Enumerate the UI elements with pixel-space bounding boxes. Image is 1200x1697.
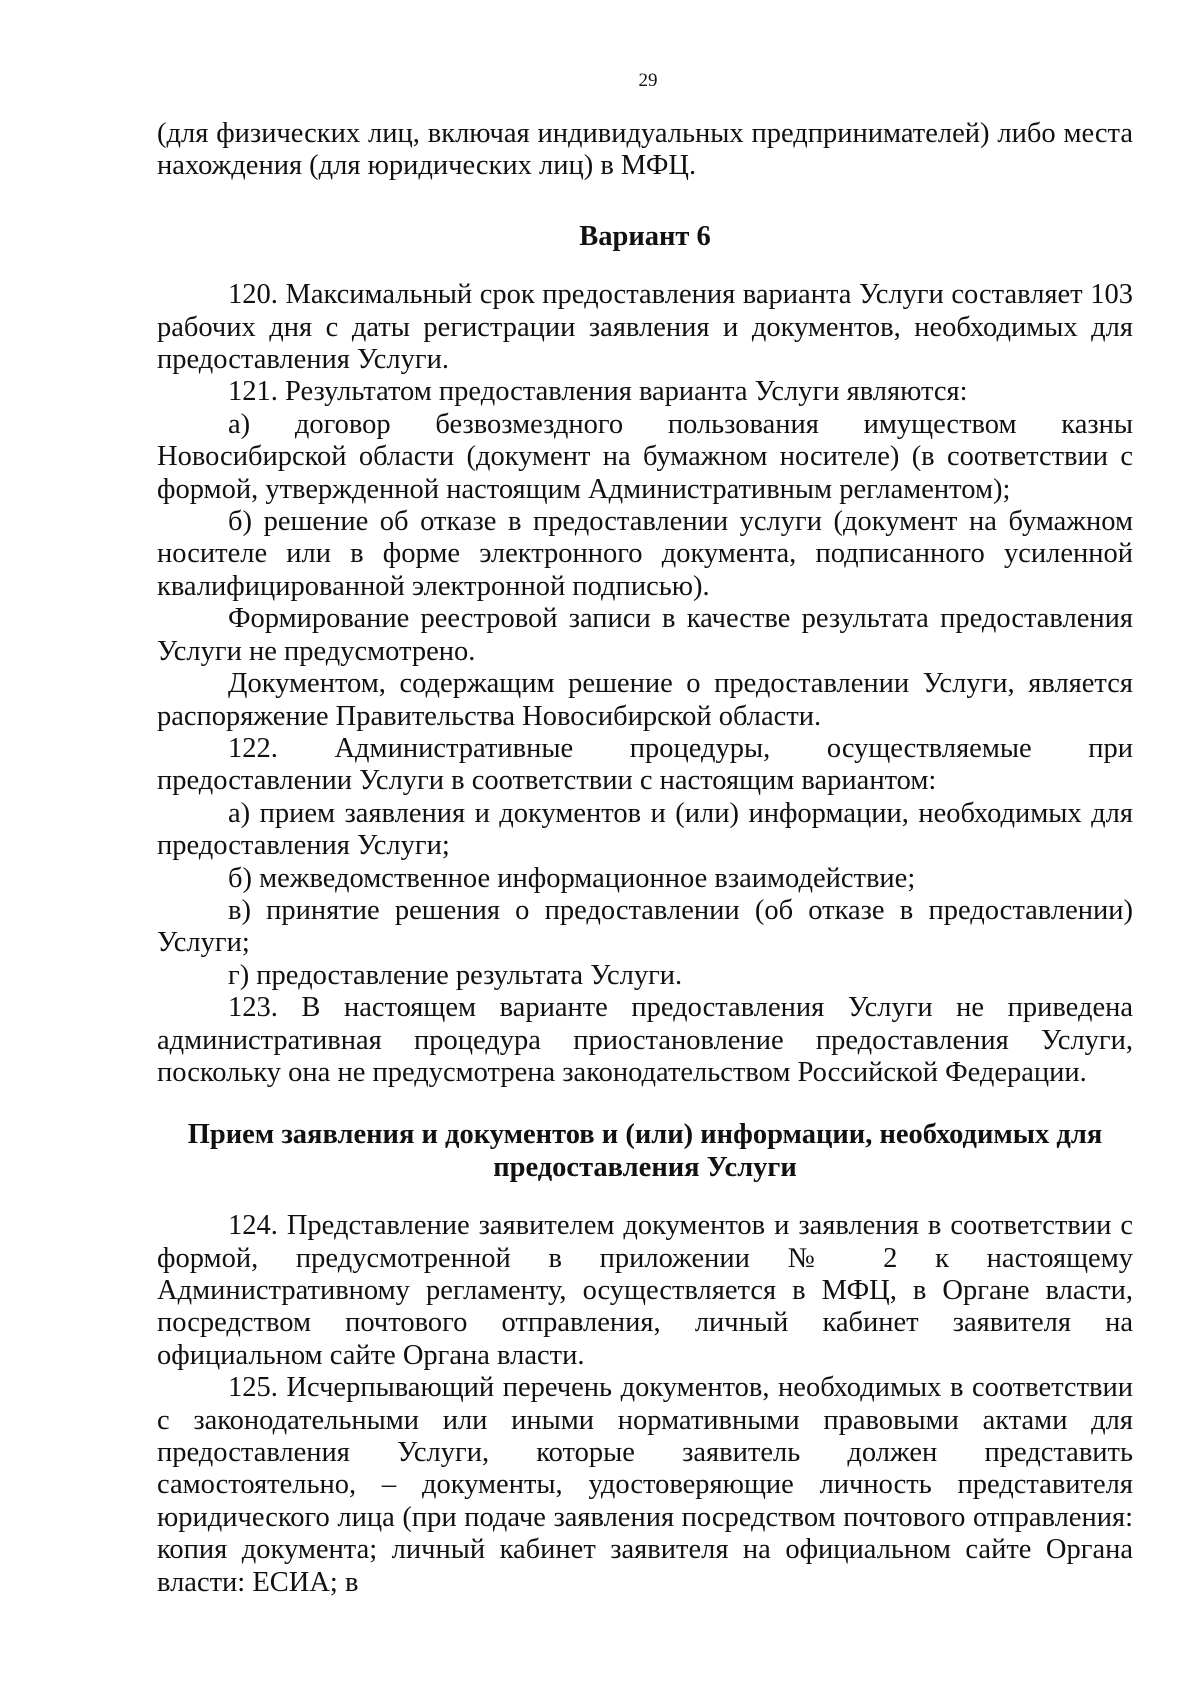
- paragraph-122-d: г) предоставление результата Услуги.: [228, 959, 683, 991]
- intro-paragraph: (для физических лиц, включая индивидуальных предпринимателей) либо места нахождения (для юридических лиц) в МФЦ.: [157, 118, 1133, 182]
- variant-heading: Вариант 6: [579, 220, 711, 252]
- paragraph-123: 123. В настоящем варианте предоставления Услуги не приведена административная процедура приостановление предоставления Услуги, поскольку она не предусмотрена законодательством Российской Федерации.: [157, 992, 1133, 1088]
- document-body: [157, 118, 1133, 1599]
- paragraph-122-c: в) принятие решения о предоставлении (об отказе в предоставлении) Услуги;: [157, 894, 1133, 959]
- page-number: 29: [638, 70, 658, 91]
- paragraph-124: 124. Представление заявителем документов и заявления в соответствии с формой, предусмотренной в приложении № 2 к настоящему Административному регламенту, осуществляется в МФЦ, в Органе власти, посредством почтового отправления, личный кабинет заявителя на официальном сайте Органа власти.: [157, 1210, 1133, 1371]
- paragraph-125: 125. Исчерпывающий перечень документов, необходимых в соответствии с законодательными или иными нормативными правовыми актами для предоставления Услуги, которые заявитель должен представить самостоятельно, – документы, удостоверяющие личность представителя юридического лица (при подаче заявления посредством почтового отправления: копия документа; личный кабинет заявителя на официальном сайте Органа власти: ЕСИА; в: [157, 1372, 1133, 1598]
- section-heading: Прием заявления и документов и (или) информации, необходимых для предоставления Услуги: [187, 1119, 1103, 1183]
- paragraph-decision-document: Документом, содержащим решение о предоставлении Услуги, является распоряжение Правительства Новосибирской области.: [157, 668, 1133, 732]
- paragraph-120: 120. Максимальный срок предоставления варианта Услуги составляет 103 рабочих дня с даты регистрации заявления и документов, необходимых для предоставления Услуги.: [157, 279, 1133, 376]
- paragraph-122: 122. Административные процедуры, осуществляемые при предоставлении Услуги в соответствии с настоящим вариантом:: [157, 732, 1133, 797]
- paragraph-122-a: а) прием заявления и документов и (или) информации, необходимых для предоставления Услуги;: [157, 797, 1133, 862]
- paragraph-121: 121. Результатом предоставления варианта Услуги являются:: [228, 376, 968, 408]
- paragraph-122-b: б) межведомственное информационное взаимодействие;: [228, 862, 916, 894]
- paragraph-registry: Формирование реестровой записи в качестве результата предоставления Услуги не предусмотрено.: [157, 603, 1133, 667]
- paragraph-121-a: а) договор безвозмездного пользования имуществом казны Новосибирской области (документ на бумажном носителе) (в соответствии с формой, утвержденной настоящим Административным регламентом);: [157, 408, 1133, 505]
- paragraph-121-b: б) решение об отказе в предоставлении услуги (документ на бумажном носителе или в форме электронного документа, подписанного усиленной квалифицированной электронной подписью).: [157, 506, 1133, 602]
